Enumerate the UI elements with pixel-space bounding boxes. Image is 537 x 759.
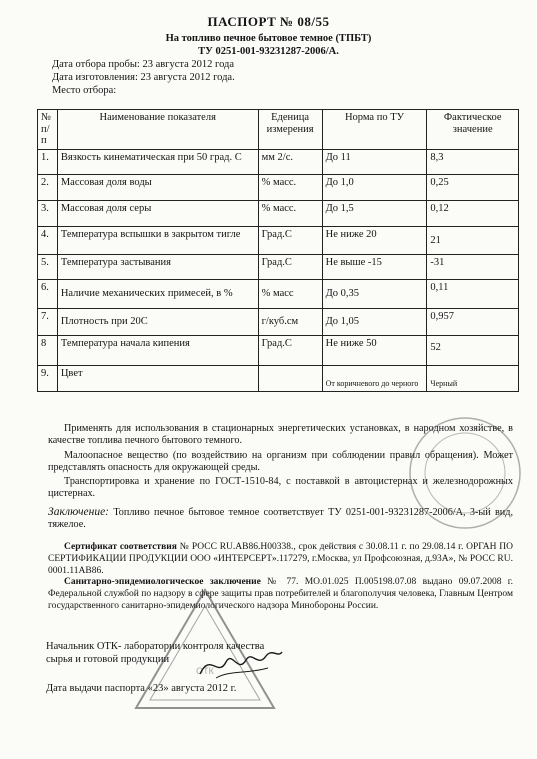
manufacture-date: Дата изготовления: 23 августа 2012 года.	[52, 72, 235, 83]
table-header-row	[38, 110, 519, 150]
row-no: 1.	[38, 150, 58, 175]
transport-text: Транспортировка и хранение по ГОСТ-1510-84, с поставкой в автоцистернах и железнодорожных цистернах.	[48, 476, 513, 499]
sanitary-text: № 77. МО.01.025 П.005198.07.08 выдано 09.07.2008 г. Федеральной службой по надзору в сфере защиты прав потребителей и благополучия человека, Главным Центром государственного санитарно-эпидемиологического надзора Минобороны России.	[48, 577, 513, 611]
row-no: 9.	[38, 366, 58, 392]
row-unit: % масс	[258, 280, 322, 309]
row-norm: До 11	[322, 150, 427, 175]
sample-date: Дата отбора пробы: 23 августа 2012 года	[52, 59, 235, 70]
conclusion-label: Заключение:	[48, 506, 110, 518]
row-fact: -31	[427, 255, 519, 280]
row-name: Температура вспышки в закрытом тигле	[57, 227, 258, 255]
hazard-text: Малоопасное вещество (по воздействию на организм при соблюдении правил обращения). Может представлять опасность для окружающей среды.	[48, 450, 513, 473]
row-fact: 52	[427, 336, 519, 366]
row-no: 7.	[38, 309, 58, 336]
sanitary-paragraph	[48, 576, 513, 612]
row-norm: До 1,5	[322, 201, 427, 227]
row-unit	[258, 366, 322, 392]
certificate-paragraph	[48, 541, 513, 577]
row-unit: % масс.	[258, 201, 322, 227]
row-name: Наличие механических примесей, в %	[57, 280, 258, 309]
row-norm: До 1,0	[322, 175, 427, 201]
row-name: Вязкость кинематическая при 50 град. С	[57, 150, 258, 175]
row-unit: г/куб.см	[258, 309, 322, 336]
row-fact: 0,25	[427, 175, 519, 201]
row-no: 8	[38, 336, 58, 366]
document-title: ПАСПОРТ № 08/55	[207, 14, 330, 29]
row-name: Плотность при 20С	[57, 309, 258, 336]
svg-text:ОТК: ОТК	[196, 666, 214, 676]
row-fact: 21	[427, 227, 519, 255]
row-fact: Черный	[427, 366, 519, 392]
table-row	[38, 201, 519, 227]
header-norm: Норма по ТУ	[322, 110, 427, 150]
row-no: 3.	[38, 201, 58, 227]
signature-scribble	[196, 644, 286, 684]
row-name: Массовая доля воды	[57, 175, 258, 201]
table-row	[38, 309, 519, 336]
indicators-table	[37, 109, 519, 392]
row-fact: 0,12	[427, 201, 519, 227]
row-fact: 0,957	[427, 309, 519, 336]
certificate-label: Сертификат соответствия	[64, 542, 177, 552]
row-name: Цвет	[57, 366, 258, 392]
row-name: Температура начала кипения	[57, 336, 258, 366]
row-no: 5.	[38, 255, 58, 280]
row-name: Температура застывания	[57, 255, 258, 280]
table-row	[38, 255, 519, 280]
row-name: Массовая доля серы	[57, 201, 258, 227]
document-subtitle: На топливо печное бытовое темное (ТПБТ)	[165, 33, 372, 44]
row-norm: Не ниже 50	[322, 336, 427, 366]
table-row	[38, 227, 519, 255]
sampling-place: Место отбора:	[52, 85, 117, 96]
row-unit: % масс.	[258, 175, 322, 201]
row-no: 2.	[38, 175, 58, 201]
row-fact: 8,3	[427, 150, 519, 175]
header-no: № п/ п	[38, 110, 58, 150]
row-norm: Не ниже 20	[322, 227, 427, 255]
row-unit: Град.С	[258, 227, 322, 255]
signatory-title-line2: сырья и готовой продукции	[46, 654, 170, 665]
sanitary-label: Санитарно-эпидемиологическое заключение	[64, 577, 261, 587]
row-unit: Град.С	[258, 255, 322, 280]
table-row	[38, 175, 519, 201]
header-name: Наименование показателя	[57, 110, 258, 150]
issue-date: Дата выдачи паспорта «23» августа 2012 г.	[46, 683, 237, 694]
row-unit: мм 2/с.	[258, 150, 322, 175]
row-no: 4.	[38, 227, 58, 255]
table-row	[38, 366, 519, 392]
signatory-title-line1: Начальник ОТК- лаборатории контроля качества	[46, 641, 265, 652]
document-spec: ТУ 0251-001-93231287-2006/А.	[198, 46, 339, 57]
certificate-text: № РОСС RU.AB86.H00338., срок действия с 30.08.11 г. по 29.08.14 г. ОРГАН ПО СЕРТИФИКАЦИИ ПРОДУКЦИИ ООО «ИНТЕРСЕРТ».117279, г.Москва, ул Профсоюзная, д.93А», № РОСС RU. 0001.11АВ86.	[48, 542, 513, 576]
row-fact: 0,11	[427, 280, 519, 309]
row-no: 6.	[38, 280, 58, 309]
row-unit: Град.С	[258, 336, 322, 366]
row-norm: От коричневого до черного	[322, 366, 427, 392]
table-row	[38, 280, 519, 309]
conclusion-text: Топливо печное бытовое темное соответствует ТУ 0251-001-93231287-2006/А, 3-ый вид, тяжелое.	[48, 507, 513, 530]
row-norm: До 1,05	[322, 309, 427, 336]
row-norm: До 0,35	[322, 280, 427, 309]
usage-text: Применять для использования в стационарных энергетических установках, в народном хозяйстве, в качестве топлива печного бытового темного.	[48, 423, 513, 446]
header-fact: Фактическое значение	[427, 110, 519, 150]
table-row	[38, 336, 519, 366]
row-norm: Не выше -15	[322, 255, 427, 280]
round-seal	[405, 413, 525, 533]
header-unit: Еденица измерения	[258, 110, 322, 150]
table-row	[38, 150, 519, 175]
